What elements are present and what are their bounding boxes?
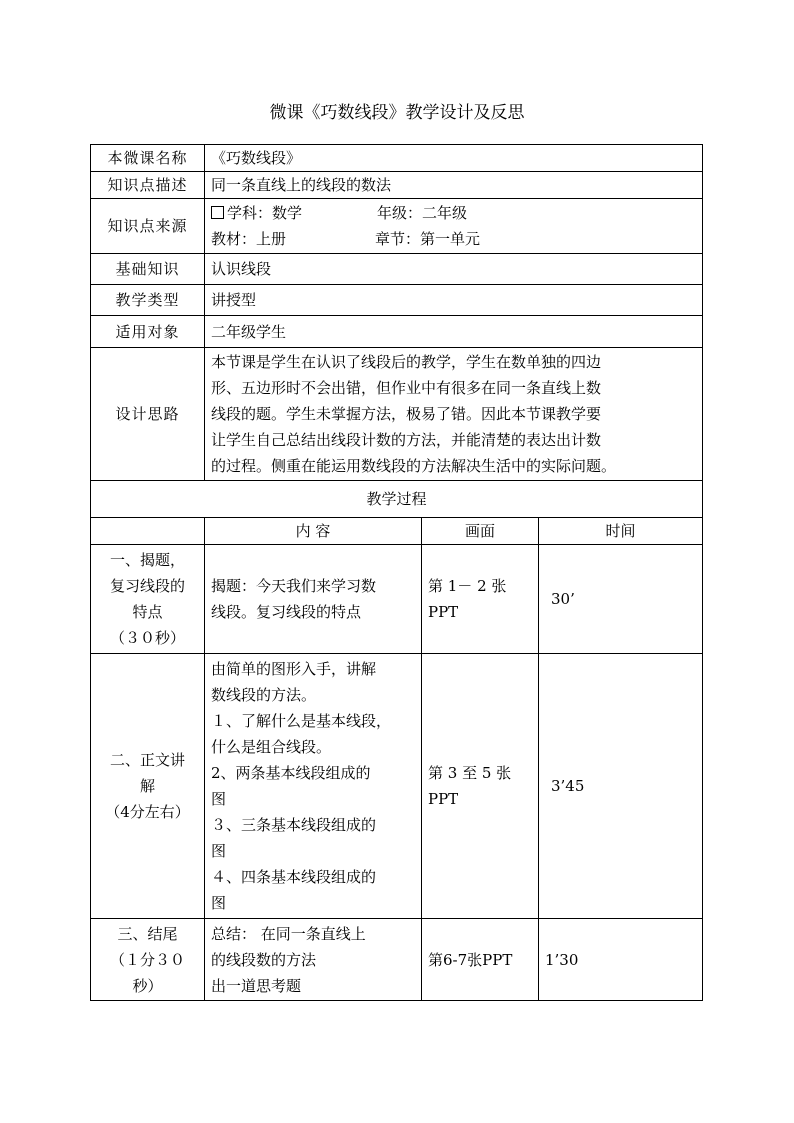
design-line: 线段的题。学生未掌握方法，极易了错。因此本节课教学要	[211, 405, 602, 423]
row-basic-knowledge	[91, 254, 703, 285]
process-row	[91, 919, 703, 1001]
screen-cell	[422, 545, 539, 654]
screen-line: 第 1－ 2 张	[428, 577, 507, 595]
basic-knowledge-value: 认识线段	[205, 254, 703, 285]
design-line: 的过程。侧重在能运用数线段的方法解决生活中的实际问题。	[211, 457, 617, 475]
content-line: 由简单的图形入手，讲解	[211, 660, 377, 678]
chapter-text: 章节：第一单元	[375, 230, 481, 248]
stage-line: 特点	[132, 603, 163, 621]
stage-line: （１分３０	[109, 950, 185, 969]
document-title: 微课《巧数线段》教学设计及反思	[269, 103, 525, 123]
header-screen: 画面	[422, 518, 539, 545]
basic-knowledge-label: 基础知识	[91, 254, 205, 285]
knowledge-source-label: 知识点来源	[91, 199, 205, 254]
stage-line: 解	[139, 777, 155, 795]
content-line: ３、三条基本线段组成的	[211, 816, 377, 834]
content-line: 什么是组合线段。	[211, 738, 332, 756]
grade-text: 年级：二年级	[377, 204, 468, 222]
row-knowledge-source	[91, 199, 703, 254]
content-cell	[205, 654, 422, 919]
textbook-text: 教材：上册	[211, 230, 287, 248]
row-process-heading	[91, 481, 703, 518]
checkbox-icon	[211, 206, 224, 219]
knowledge-desc-label: 知识点描述	[91, 172, 205, 199]
lesson-plan-table	[90, 144, 703, 1001]
course-name-label: 本微课名称	[91, 145, 205, 172]
content-line: 数线段的方法。	[211, 686, 317, 704]
stage-line: 二、正文讲	[109, 751, 185, 769]
time-cell: 30’	[539, 545, 703, 654]
content-cell	[205, 545, 422, 654]
design-line: 形、五边形时不会出错，但作业中有很多在同一条直线上数	[211, 379, 602, 397]
content-line: 图	[211, 842, 227, 860]
header-stage-empty	[91, 518, 205, 545]
content-line: 图	[211, 790, 227, 808]
content-line: 总结： 在同一条直线上	[211, 924, 366, 943]
stage-cell	[91, 545, 205, 654]
design-idea-text	[205, 348, 703, 481]
row-design-idea	[91, 348, 703, 481]
row-knowledge-desc	[91, 172, 703, 199]
row-course-name	[91, 145, 703, 172]
time-cell: 1’30	[539, 919, 703, 1001]
design-line: 让学生自己总结出线段计数的方法，并能清楚的表达出计数	[211, 431, 602, 449]
process-row	[91, 654, 703, 919]
content-line: １、了解什么是基本线段，	[211, 712, 392, 730]
stage-cell	[91, 654, 205, 919]
knowledge-source-value	[205, 199, 703, 254]
audience-value: 二年级学生	[205, 316, 703, 348]
audience-label: 适用对象	[91, 316, 205, 348]
stage-line: （4分左右）	[105, 803, 190, 821]
time-cell: 3’45	[539, 654, 703, 919]
stage-line: 三、结尾	[117, 924, 178, 943]
content-line: 2、两条基本线段组成的	[211, 764, 371, 782]
header-content: 内 容	[205, 518, 422, 545]
process-heading: 教学过程	[91, 481, 703, 518]
stage-line: 复习线段的	[109, 577, 185, 595]
design-idea-label: 设计思路	[91, 348, 205, 481]
knowledge-desc-value: 同一条直线上的线段的数法	[205, 172, 703, 199]
row-audience	[91, 316, 703, 348]
content-line: 的线段数的方法	[211, 950, 317, 969]
content-line: ４、四条基本线段组成的	[211, 868, 377, 886]
screen-line: 第 3 至 5 张	[428, 764, 512, 782]
content-line: 揭题：今天我们来学习数	[211, 577, 377, 595]
teaching-type-value: 讲授型	[205, 285, 703, 316]
design-line: 本节课是学生在认识了线段后的教学，学生在数单独的四边	[211, 353, 602, 371]
stage-cell	[91, 919, 205, 1001]
screen-line: PPT	[428, 603, 459, 621]
screen-line: PPT	[428, 790, 459, 808]
course-name-value: 《巧数线段》	[205, 145, 703, 172]
row-process-headers	[91, 518, 703, 545]
content-line: 线段。复习线段的特点	[211, 603, 362, 621]
stage-line: 一、揭题，	[109, 551, 185, 569]
screen-cell	[422, 654, 539, 919]
stage-line: 秒）	[132, 976, 163, 995]
content-line: 图	[211, 894, 227, 912]
stage-line: （３０秒）	[109, 629, 185, 647]
row-teaching-type	[91, 285, 703, 316]
content-cell	[205, 919, 422, 1001]
header-time: 时间	[539, 518, 703, 545]
subject-text: 学科：数学	[227, 204, 303, 222]
teaching-type-label: 教学类型	[91, 285, 205, 316]
content-line: 出一道思考题	[211, 976, 302, 995]
process-row	[91, 545, 703, 654]
screen-cell: 第6-7张PPT	[422, 919, 539, 1001]
